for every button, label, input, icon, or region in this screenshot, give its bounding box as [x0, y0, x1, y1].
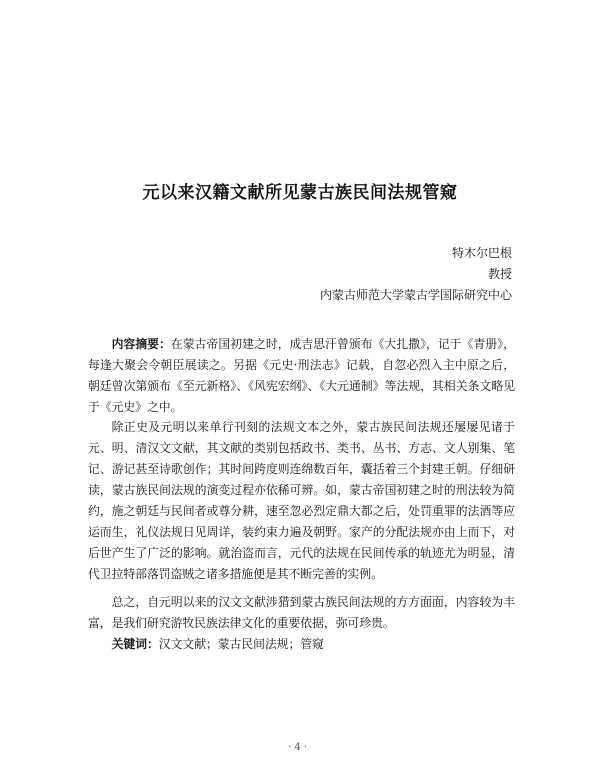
author-affiliation: 内蒙古师范大学蒙古学国际研究中心 — [319, 288, 512, 302]
abstract-paragraph-2: 除正史及元明以来单行刊刻的法规文本之外，蒙古族民间法规还屡屡见诸于元、明、清汉文文献，其文献的类别包括政书、类书、丛书、方志、文人别集、笔记、游记甚至诗歌创作；其时间跨度则连绵数百年，囊括着三个封建王朝。仔细研读，蒙古族民间法规的演变过程亦依稀可辨。如，蒙古帝国初建之时的刑法较为简约，施之朝廷与民间者或尊分耕，速至忽必烈定鼎大都之后，处罚重罪的法酒等应运而生，礼仪法规日见周详，装约束力遍及朝野。家产的分配法规亦由上而下，对后世产生了广泛的影响。就治盗而言，元代的法规在民间传承的轨迹尤为明显，清代卫拉特部落罚盗贼之诸多措施便是其不断完善的实例。 — [88, 420, 515, 581]
keywords-line — [88, 634, 515, 655]
author-position: 教授 — [487, 267, 512, 281]
abstract-label: 内容摘要： — [111, 337, 171, 351]
keywords-label: 关键词： — [111, 637, 159, 651]
abstract-text-1: 在蒙古帝国初建之时，成吉思汗曾颁布《大扎撒》，记于《青册》，每逢大聚会令朝臣展读之。另据《元史·刑法志》记载，自忽必烈入主中原之后，朝廷曾次第颁布《至元新格》、《风宪宏纲》、《大元通制》等法规，其相关条文略见于《元史》之中。 — [88, 337, 515, 414]
keywords-text: 汉文文献；蒙古民间法规；管窥 — [158, 637, 324, 651]
page-number-mark: · 4 · — [288, 742, 308, 753]
abstract-paragraph-3: 总之，自元明以来的汉文文献涉猎到蒙古族民间法规的方方面面，内容较为丰富，是我们研究游牧民族法律文化的重要依据，弥可珍贵。 — [88, 595, 515, 630]
author-name: 特木尔巴根 — [451, 246, 512, 260]
abstract-paragraph-1 — [88, 334, 515, 418]
paper-title: 元以来汉籍文献所见蒙古族民间法规管窥 — [142, 183, 458, 203]
